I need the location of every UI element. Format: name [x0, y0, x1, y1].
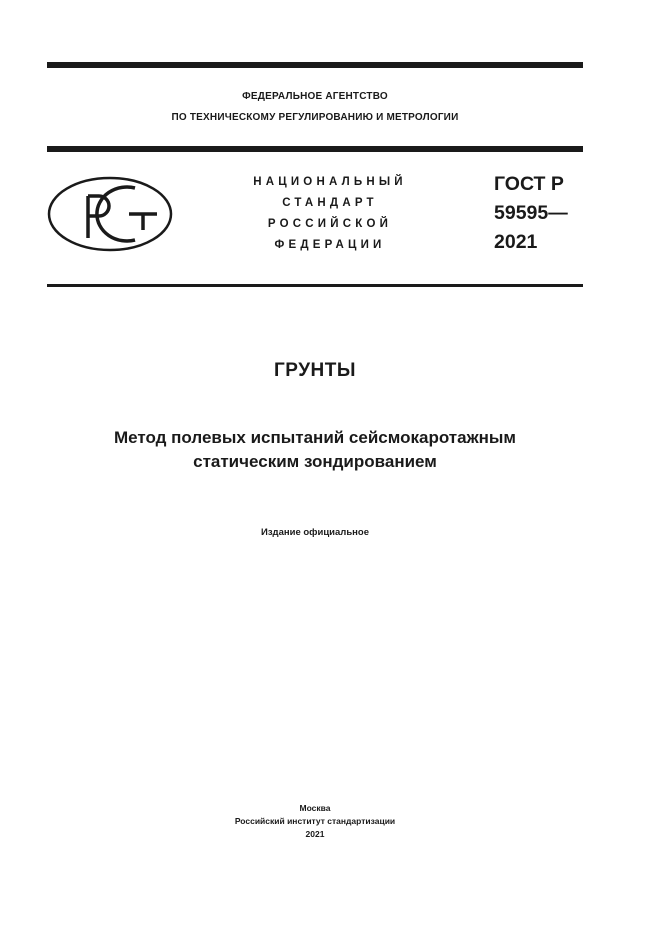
footer-publisher: Российский институт стандартизации — [234, 816, 396, 826]
standard-type-line: НАЦИОНАЛЬНЫЙ — [253, 176, 407, 188]
top-rule — [47, 62, 583, 68]
document-title: ГРУНТЫ — [274, 360, 356, 381]
designation-line-3: 2021 — [494, 231, 538, 253]
standard-type-block — [230, 172, 430, 256]
publication-footer — [47, 802, 583, 841]
standard-designation — [494, 170, 568, 257]
subtitle-line-1: Метод полевых испытаний сейсмокаротажным — [114, 428, 516, 447]
standard-type-line: ФЕДЕРАЦИИ — [274, 239, 386, 251]
edition-label: Издание официальное — [261, 527, 369, 538]
footer-city: Москва — [299, 803, 331, 813]
agency-name-line-1: ФЕДЕРАЛЬНОЕ АГЕНТСТВО — [242, 91, 388, 102]
bottom-rule — [47, 284, 583, 287]
document-subtitle — [47, 426, 583, 474]
standard-type-line: РОССИЙСКОЙ — [267, 218, 393, 230]
subtitle-line-2: статическим зондированием — [193, 452, 437, 471]
middle-rule — [47, 146, 583, 152]
designation-line-1: ГОСТ Р — [494, 173, 564, 195]
standard-type-line: СТАНДАРТ — [282, 197, 378, 209]
designation-line-2: 59595— — [494, 202, 568, 224]
footer-year: 2021 — [305, 829, 325, 839]
agency-name-line-2: ПО ТЕХНИЧЕСКОМУ РЕГУЛИРОВАНИЮ И МЕТРОЛОГИИ — [171, 112, 459, 123]
rst-logo-icon — [47, 176, 173, 252]
